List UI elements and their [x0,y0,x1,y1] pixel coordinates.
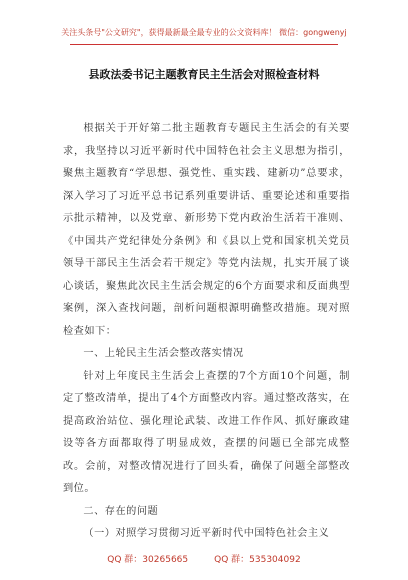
header-divider [70,44,338,45]
document-body [63,118,350,546]
paragraph-intro: 根据关于开好第二批主题教育专题民主生活会的有关要求，我坚持以习近平新时代中国特色社会主义思想为指引，聚焦主题教育“学思想、强党性、重实践、建新功”总要求，深入学习了习近平总书记系列重要讲话、重要论述和重要指示批示精神，以及党章、新形势下党内政治生活若干准则、《中国共产党纪律处分条例》和《县以上党和国家机关党员领导干部民主生活会若干规定》等党内法规，扎实开展了谈心谈话，聚焦此次民主生活会规定的6个方面要求和反面典型案例，深入查找问题，剖析问题根源明确整改措施。现对照检查如下： [63,123,350,337]
section-heading-1: 一、上轮民主生活会整改落实情况 [83,348,244,359]
section-heading-2: 二、存在的问题 [83,505,159,517]
header-note: 关注头条号"公文研究"，获得最新最全最专业的公文资料库！ 微信：gongwenyj [61,28,347,37]
subsection-heading-1: （一）对照学习贯彻习近平新时代中国特色社会主义 [83,528,330,539]
page-title: 县政法委书记主题教育民主生活会对照检查材料 [88,68,320,81]
paragraph-rectification: 针对上年度民主生活会上查摆的7个方面10个问题，制定了整改清单，提出了4个方面整改内容。通过整改落实，在提高政治站位、强化理论武装、改进工作作风、抓好廉政建设等各方面都取得了明显成效，查摆的问题已全部完成整改。会前，对整改情况进行了回头看，确保了问题全部整改到位。 [63,370,350,494]
footer-qq-group-2: QQ 群：535304092 [214,555,301,565]
footer [0,552,408,565]
footer-qq-group-1: QQ 群：30265665 [107,555,189,565]
